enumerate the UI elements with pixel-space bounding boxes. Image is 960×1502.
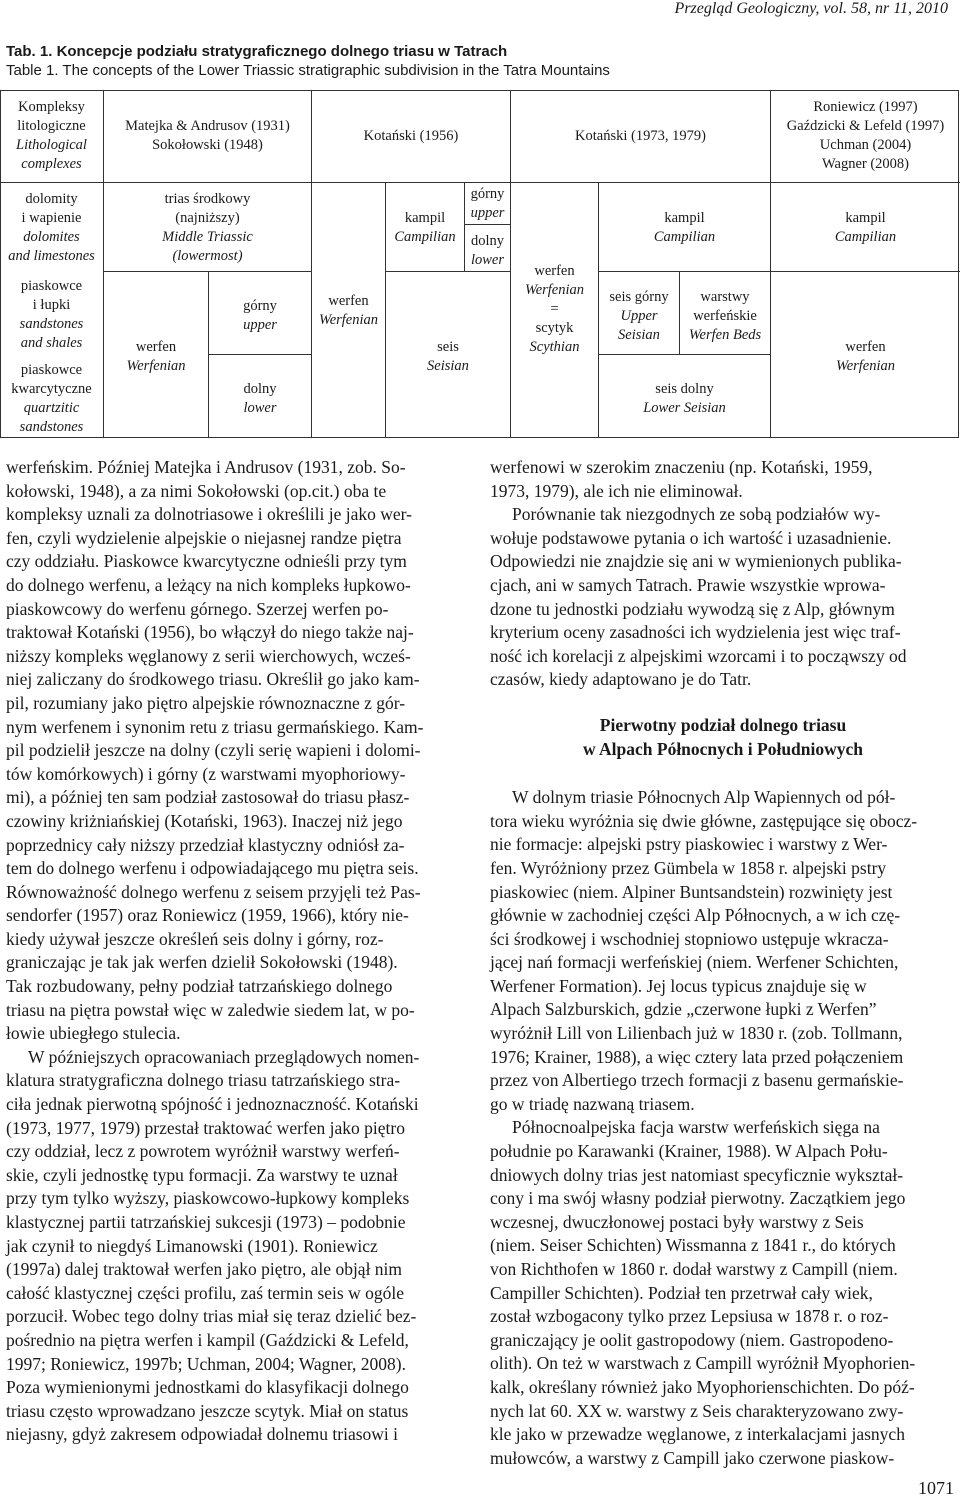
- k1973-kampil: kampil Campilian: [653, 210, 716, 245]
- header-kotanski-1973: Kotański (1973, 1979): [575, 128, 706, 144]
- right-text-column: [490, 456, 956, 1470]
- caption-polish: Tab. 1. Koncepcje podziału stratygraficznego dolnego triasu w Tatrach: [6, 43, 508, 60]
- paragraph-2: W późniejszych opracowaniach przeglądowych nomen- klatura stratygraficzna dolnego triasu tatrzańskiego stra- ciła jednak pierwotną spójność i jednoznaczność. Kotański (1973, 1977, 1979) przestał traktować werfen jako piętro czy oddział, lecz z powrotem wyróżnił warstwy werfeń- skie, czyli jednostkę typu formacji. Za warstwy te uznał przy tym tylko wyższy, piaskowcowo-łupkowy kompleks klastycznej partii tatrzańskiej sukcesji (1973) – podobnie jak czynił to niegdyś Limanowski (1901). Roniewicz (1997a) dalej traktował werfen jako piętro, ale objął nim całość klastycznej części profilu, zaś termin seis w ogóle porzucił. Wobec tego dolny trias miał się teraz dzielić bez- pośrednio na piętra werfen i kampil (Gaździcki & Lefeld, 1997; Roniewicz, 1997b; Uchman, 2004; Wagner, 2008). Poza wymienionymi jednostkami do klasyfikacji dolnego triasu często wprowadzano jeszcze scytyk. Miał on status niejasny, gdyż zakresem odpowiadał dolnemu triasowi i: [6, 1046, 420, 1445]
- k1956-seis: seis Seisian: [427, 339, 469, 374]
- complex-dolomites: dolomity i wapienie dolomites and limestones: [8, 191, 95, 264]
- matejka-upper: górny upper: [243, 298, 277, 333]
- k1973-werfen-scythian: werfen Werfenian = scytyk Scythian: [524, 263, 585, 355]
- journal-header: Przegląd Geologiczny, vol. 58, nr 11, 2010: [674, 0, 948, 17]
- complex-quartzitic: piaskowce kwarcytyczne quartzitic sandstones: [11, 362, 92, 435]
- k1956-upper: górny upper: [470, 186, 505, 221]
- header-complexes: Kompleksy litologiczne Lithological complexes: [16, 99, 87, 172]
- matejka-lower: dolny lower: [243, 381, 277, 416]
- k1956-werfen: werfen Werfenian: [318, 293, 379, 328]
- paragraph-1: werfeńskim. Później Matejka i Andrusov (1931, zob. So- kołowski, 1948), a za nimi Sokołowski (op.cit.) oba te kompleksy uznali za dolnotriasowe i określili je jako wer- fen, czyli wydzielenie alpejskie o niejasnej randze piętra czy oddziału. Piaskowce kwarcytyczne odnieśli przy tym do dolnego werfenu, a leżący na nich kompleks łupkowo- piaskowcowy do werfenu górnego. Szerzej werfen po- traktował Kotański (1956), bo włączył do niego także naj- niższy kompleks węglanowy z serii wierchowych, wcześ- niej zaliczany do środkowego triasu. Określił go jako kam- pil, rozumiany jako piętro alpejskie równoznaczne z gór- nym werfenem i synonim retu z triasu germańskiego. Kam- pil podzielił jeszcze na dolny (czyli serię wapieni i dolomi- tów komórkowych) i górny (z warstwami myophoriowy- mi), a później ten sam podział zastosował do triasu płasz- czowiny kriżniańskiej (Kotański, 1963). Inaczej niż jego poprzednicy cały niższy przedział klastyczny odniósł za- tem do dolnego werfenu i odpowiadającego mu piętra seis. Równoważność dolnego werfenu z seisem przyjęli też Pas- sendorfer (1957) oraz Roniewicz (1959, 1966), który nie- kiedy używał jeszcze określeń seis dolny i górny, roz- graniczając je tak jak werfen dzielił Sokołowski (1948). Tak rozbudowany, pełny podział tatrzańskiego dolnego triasu na piętra powstał więc w zaledwie siedem lat, w po- łowie ubiegłego stulecia.: [6, 457, 424, 1044]
- k1956-lower: dolny lower: [470, 233, 505, 268]
- table-caption: [6, 42, 610, 80]
- stratigraphy-table: [0, 90, 960, 438]
- header-matejka: Matejka & Andrusov (1931) Sokołowski (1948): [125, 118, 290, 153]
- k1973-lower-seisian: seis dolny Lower Seisian: [643, 381, 726, 416]
- k1973-werfen-beds: warstwy werfeńskie Werfen Beds: [688, 289, 762, 343]
- header-kotanski-1956: Kotański (1956): [363, 128, 459, 144]
- page-number: 1071: [918, 1478, 954, 1498]
- roniewicz-werfen: werfen Werfenian: [835, 339, 896, 374]
- paragraph-4: W dolnym triasie Północnych Alp Wapiennych od pół- tora wieku wyróżnia się dwie główne, zastępujące się obocz- nie formacje: alpejski pstry piaskowiec i warstwy z Wer- fen. Wyróżniony przez Gümbela w 1858 r. alpejski pstry piaskowiec (niem. Alpiner Buntsandstein) rozwinięty jest głównie w zachodniej części Alp Północnych, a w ich czę- ści środkowej i wschodniej stopniowo ustępuje wkracza- jącej nań formacji werfeńskiej (niem. Werfener Schichten, Werfener Formation). Jej locus typicus znajduje się w Alpach Salzburskich, gdzie „czerwone łupki z Werfen” wyróżnił Lill von Lilienbach już w 1830 r. (zob. Tollmann, 1976; Krainer, 1988), a więc cztery lata przed połączeniem przez von Albertiego trzech formacji z basenu germańskie- go w triadę nazwaną triasem. Północnoalpejska facja warstw werfeńskich sięga na południe po Karawanki (Krainer, 1988). W Alpach Połu- dniowych dolny trias jest natomiast specyficznie wykształ- cony i ma swój własny podział pierwotny. Zaczątkiem jego wczesnej, dwuczłonowej postaci były warstwy z Seis (niem. Seiser Schichten) Wissmanna z 1841 r., do których von Richthofen w 1860 r. dodał warstwy z Campill (niem. Campiller Schichten). Podział ten przetrwał cały wiek, został wzbogacony tylko przez Lepsiusa w 1878 r. o roz- graniczający je oolit gastropodowy (niem. Gastropodeno- olith). On też w warstwach z Campill wyróżnił Myophorien- kalk, określany również jako Myophorienschichten. Do póź- nych lat 60. XX w. warstwy z Seis charakteryzowano zwy- kle jako w przewadze węglanowe, z interkalacjami jasnych mułowców, a warstwy z Campill jako czerwone piaskow-: [490, 787, 918, 1468]
- k1973-upper-seisian: seis górny Upper Seisian: [609, 289, 669, 343]
- header-roniewicz: Roniewicz (1997) Gaździcki & Lefeld (1997) Uchman (2004) Wagner (2008): [786, 99, 945, 172]
- matejka-middle-triassic: trias środkowy (najniższy) Middle Triassic (lowermost): [162, 191, 253, 264]
- paragraph-3: werfenowi w szerokim znaczeniu (np. Kotański, 1959, 1973, 1979), ale ich nie eliminował. Porównanie tak niezgodnych ze sobą podziałów wy- wołuje podstawowe pytania o ich wartość i uzasadnienie. Odpowiedzi nie znajdzie się ani w wymienionych publika- cjach, ani w samych Tatrach. Prawie wszystkie wprowa- dzone tu jednostki podziału wywodzą się z Alp, głównym kryterium oceny zasadności ich wydzielenia jest więc traf- ność ich korelacji z alpejskimi wzorcami i to począwszy od czasów, kiedy adaptowano je do Tatr.: [490, 457, 907, 690]
- roniewicz-kampil: kampil Campilian: [834, 210, 897, 245]
- matejka-werfen: werfen Werfenian: [126, 339, 186, 374]
- caption-english: Table 1. The concepts of the Lower Triassic stratigraphic subdivision in the Tatra Mountains: [6, 62, 610, 79]
- k1956-kampil: kampil Campilian: [394, 210, 456, 245]
- complex-sandstones-shales: piaskowce i łupki sandstones and shales: [19, 278, 84, 351]
- left-text-column: [6, 456, 472, 1447]
- section-heading: Pierwotny podział dolnego triasu w Alpach Północnych i Południowych: [582, 714, 864, 759]
